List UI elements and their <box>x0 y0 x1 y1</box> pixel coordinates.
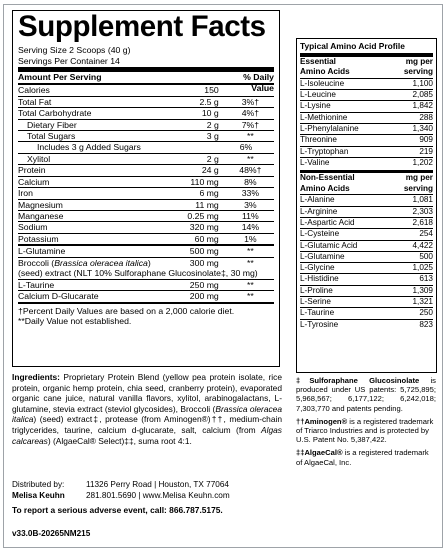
nutrient-row <box>18 290 274 301</box>
nutrient-amount: 110 mg <box>190 176 219 187</box>
nutrient-name: Total Carbohydrate <box>18 108 92 119</box>
nutrient-dv: 8% <box>244 176 257 187</box>
nutrient-row <box>18 96 274 107</box>
nutrient-dv: 3% <box>244 199 257 210</box>
nutrient-dv: 6% <box>239 142 253 153</box>
amino-name: L-Glycine <box>300 263 335 273</box>
nutrient-dv: 1% <box>244 233 257 244</box>
amino-row <box>300 206 433 217</box>
nutrient-name: Calcium D-Glucarate <box>18 291 99 302</box>
amino-panel-title: Typical Amino Acid Profile <box>300 41 405 51</box>
nutrient-name: Calcium <box>18 176 50 187</box>
nutrient-name: Calories <box>18 85 50 96</box>
amino-name: L-Histidine <box>300 274 339 284</box>
nutrient-name: Xylitol <box>27 153 51 164</box>
amino-value: 1,100 <box>412 78 433 88</box>
amino-value: 4,422 <box>412 240 433 250</box>
amino-value: 500 <box>419 251 433 261</box>
nutrient-dv <box>227 85 274 95</box>
distributor-name: Melisa Keuhn <box>12 491 65 500</box>
distributed-by-label: Distributed by: <box>12 480 65 489</box>
amino-value: 1,025 <box>412 263 433 273</box>
nonessential-header: Non-Essential Amino Acids mg per serving <box>300 173 433 193</box>
nutrient-dv: 7%† <box>241 119 260 130</box>
nutrient-row <box>18 141 274 152</box>
amino-value: 219 <box>419 146 433 156</box>
amino-row <box>300 273 433 284</box>
nutrient-row <box>18 199 274 210</box>
nutrient-name: Dietary Fiber <box>27 119 77 130</box>
amino-value: 1,081 <box>412 195 433 205</box>
amino-name: L-Leucine <box>300 90 336 100</box>
amino-value: 1,321 <box>412 297 433 307</box>
nutrient-amount: 2 g <box>206 153 219 164</box>
amino-row <box>300 123 433 134</box>
amino-row <box>300 78 433 89</box>
nutrient-dv: ** <box>247 291 254 302</box>
nutrient-row <box>18 244 274 256</box>
amino-row <box>300 285 433 296</box>
amino-name: L-Valine <box>300 157 330 167</box>
nutrient-dv: 33% <box>241 188 260 199</box>
nutrient-dv: ** <box>247 279 254 290</box>
amino-value: 909 <box>419 135 433 145</box>
serving-size: Serving Size 2 Scoops (40 g) <box>18 45 131 55</box>
nutrient-amount: 60 mg <box>194 233 219 244</box>
amino-row <box>300 146 433 157</box>
nutrient-row <box>18 176 274 187</box>
supplement-facts-panel <box>12 10 280 367</box>
nutrient-name: Sodium <box>18 222 48 233</box>
footnote-not-established: **Daily Value not established. <box>18 316 132 327</box>
nutrient-row <box>18 130 274 141</box>
amino-value: 288 <box>419 112 433 122</box>
amino-row <box>300 100 433 111</box>
amino-value: 2,085 <box>412 90 433 100</box>
nutrient-name: Includes 3 g Added Sugars <box>37 142 141 153</box>
amino-row <box>300 89 433 100</box>
amino-value: 2,303 <box>412 206 433 216</box>
nutrient-amount: 200 mg <box>189 291 219 302</box>
nutrient-name: Magnesium <box>18 199 63 210</box>
broccoli-extract-detail: (seed) extract (NLT 10% Sulforaphane Glucosinolate‡, 30 mg) <box>18 268 258 279</box>
nutrient-amount: 3 g <box>206 130 219 141</box>
amino-name: L-Glutamine <box>300 251 345 261</box>
amino-value: 2,618 <box>412 217 433 227</box>
nutrient-name: L-Glutamine <box>18 246 66 257</box>
nutrient-amount: 0.25 mg <box>187 211 219 221</box>
amino-value: 1,340 <box>412 123 433 133</box>
trademark-notes <box>296 376 436 471</box>
ingredients-text: Ingredients: Proprietary Protein Blend (yellow pea protein isolate, rice protein, organic hemp protein, chia seed, cranberry protein), evaporated organic cane juice, natural vanilla flavors, xylitol, arabinogalactans, L-glutamine, stevia extract (steviol glycosides), Broccoli (Brassica oleracea italica) (seed) extract‡, protease (from Aminogen®)††, medium-chain triglycerides, taurine, calcium d-glucarate, salt, calcium (from Algas calcareas) (AlgaeCal® Select)‡‡, suma root 4:1. <box>12 372 282 446</box>
nutrient-dv: 4%† <box>241 108 260 119</box>
nutrient-row <box>18 221 274 232</box>
footnote-dv: †Percent Daily Values are based on a 2,000 calorie diet. <box>18 305 235 316</box>
nutrient-name: Potassium <box>18 233 59 244</box>
footnote-divider <box>18 302 274 304</box>
amino-name: L-Tryptophan <box>300 146 349 156</box>
algaecal-note: ‡‡AlgaeCal® is a registered trademark of AlgaeCal, Inc. <box>296 448 429 467</box>
amino-value: 823 <box>419 319 433 329</box>
amino-row <box>300 194 433 205</box>
amino-name: L-Phenylalanine <box>300 123 359 133</box>
nutrient-row <box>18 164 274 175</box>
nutrient-row <box>18 153 274 164</box>
daily-value-header: % Daily Value <box>243 72 274 94</box>
distributor-info <box>12 479 230 501</box>
nutrient-row <box>18 210 274 221</box>
amino-value: 613 <box>419 274 433 284</box>
amino-row <box>300 217 433 228</box>
amino-row <box>300 228 433 239</box>
amino-name: L-Glutamic Acid <box>300 240 358 250</box>
panel-title: Supplement Facts <box>18 10 266 43</box>
nutrient-amount: 2 g <box>206 119 219 130</box>
nutrient-amount: 300 mg <box>189 257 219 268</box>
nutrient-name: L-Taurine <box>18 279 55 290</box>
adverse-event-notice: To report a serious adverse event, call: 866.787.5175. <box>12 505 223 515</box>
amino-value: 254 <box>419 229 433 239</box>
amino-name: L-Lysine <box>300 101 331 111</box>
amino-row <box>300 296 433 307</box>
nutrient-amount: 6 mg <box>199 188 219 199</box>
nutrient-dv: ** <box>247 257 254 268</box>
nutrient-rows <box>18 85 274 244</box>
nutrient-amount: 250 mg <box>189 279 219 290</box>
nutrient-amount: 11 mg <box>195 199 219 210</box>
nutrient-amount: 150 <box>204 85 219 96</box>
amino-name: L-Serine <box>300 297 331 307</box>
distributor-contact: 281.801.5690 | www.Melisa Keuhn.com <box>86 491 230 500</box>
amino-row <box>300 157 433 168</box>
nutrient-name: Total Sugars <box>27 130 76 141</box>
amino-name: L-Alanine <box>300 195 335 205</box>
amount-per-serving-header: Amount Per Serving <box>18 72 102 83</box>
nutrient-row <box>18 119 274 130</box>
nutrient-dv: 3%† <box>241 96 260 107</box>
amino-row <box>300 307 433 318</box>
amino-value: 250 <box>419 308 433 318</box>
nutrient-name: Broccoli (Brassica oleracea italica) <box>18 257 151 268</box>
amino-name: L-Arginine <box>300 206 338 216</box>
amino-name: L-Isoleucine <box>300 78 345 88</box>
label-code: v33.0B-20265NM215 <box>12 529 91 538</box>
nonessential-list <box>300 194 433 330</box>
nutrient-dv: ** <box>247 130 254 141</box>
amino-row <box>300 251 433 262</box>
nutrient-row <box>18 107 274 118</box>
amino-name: Threonine <box>300 135 337 145</box>
nutrient-name: Iron <box>18 188 33 199</box>
nutrient-amount: 2.5 g <box>199 96 219 107</box>
amino-name: L-Cysteine <box>300 229 340 239</box>
nutrient-row <box>18 187 274 198</box>
nutrient-row <box>18 85 274 95</box>
nutrient-name: Total Fat <box>18 96 52 107</box>
amino-value: 1,842 <box>412 101 433 111</box>
amino-acid-panel <box>296 38 437 373</box>
amino-name: L-Taurine <box>300 308 335 318</box>
essential-header: Essential Amino Acids mg per serving <box>300 53 433 78</box>
amino-row <box>300 112 433 123</box>
amino-name: L-Proline <box>300 285 333 295</box>
amino-row <box>300 262 433 273</box>
amino-name: L-Tyrosine <box>300 319 339 329</box>
amino-row <box>300 134 433 145</box>
essential-list <box>300 78 433 168</box>
aminogen-note: ††Aminogen® is a registered trademark of Triarco Industries and is protected by U.S. Patent No. 5,387,422. <box>296 416 434 445</box>
sulforaphane-note: ‡Sulforaphane Glucosinolate is produced under US patents: 5,725,895; 5,968,567; 6,177,122; 6,242,018; 7,303,770 and patents pending. <box>296 376 436 413</box>
nutrient-name: Protein <box>18 165 46 176</box>
nutrient-amount: 320 mg <box>189 222 219 233</box>
nutrient-row <box>18 279 274 290</box>
nutrient-name: Manganese <box>18 211 64 221</box>
amino-name: L-Methionine <box>300 112 348 122</box>
nutrient-dv: 11% <box>242 211 259 221</box>
nutrient-row <box>18 233 274 244</box>
nutrient-amount: 10 g <box>201 108 219 119</box>
amino-row <box>300 319 433 330</box>
amino-value: 1,202 <box>412 157 433 167</box>
amino-row <box>300 240 433 251</box>
nutrient-dv: ** <box>247 246 254 257</box>
nutrient-dv: 48%† <box>239 165 262 176</box>
nutrient-dv: ** <box>247 153 254 164</box>
servings-per-container: Servings Per Container 14 <box>18 55 120 66</box>
nutrient-row-broccoli <box>18 257 274 279</box>
nutrient-amount: 500 mg <box>189 246 219 257</box>
nutrient-amount: 24 g <box>201 165 219 176</box>
distributor-address: 11326 Perry Road | Houston, TX 77064 <box>86 480 229 489</box>
amino-value: 1,309 <box>412 285 433 295</box>
nutrient-dv: 14% <box>241 222 260 233</box>
amino-name: L-Aspartic Acid <box>300 217 355 227</box>
